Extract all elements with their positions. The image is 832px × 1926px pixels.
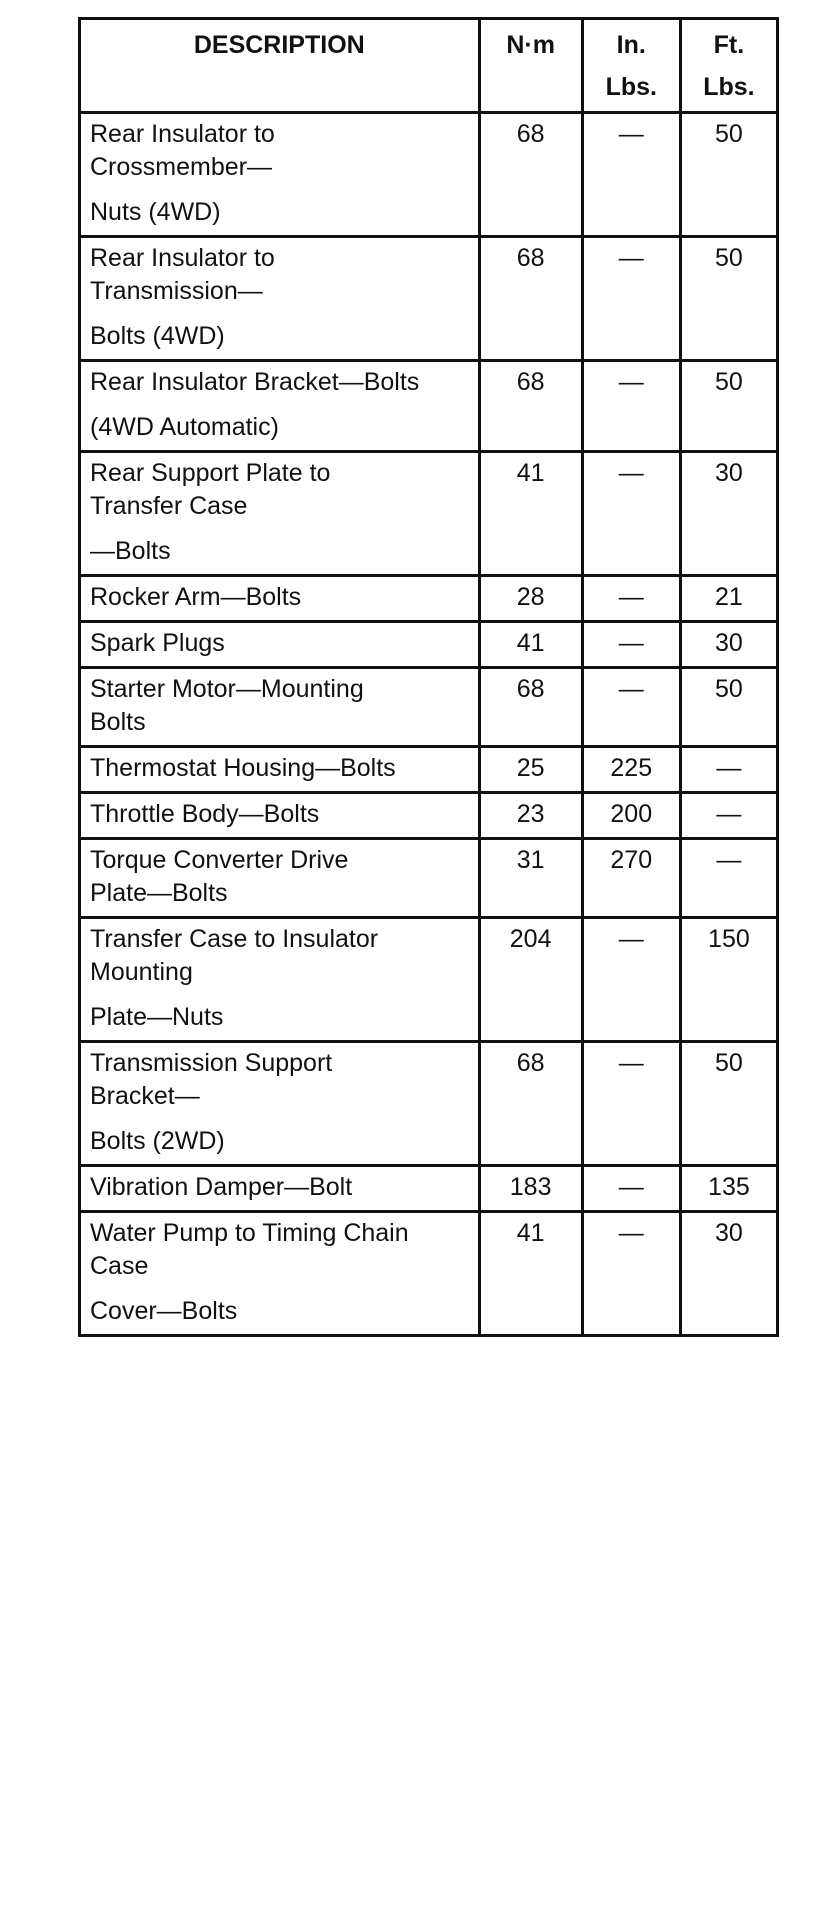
row-in-lbs: — <box>582 1212 680 1336</box>
row-in-lbs: — <box>582 1042 680 1166</box>
row-ft-lbs: 30 <box>680 452 777 576</box>
row-nm: 183 <box>479 1166 582 1212</box>
row-nm: 68 <box>479 668 582 747</box>
table-row <box>80 113 778 237</box>
row-nm: 68 <box>479 1042 582 1166</box>
row-ft-lbs: 50 <box>680 113 777 237</box>
row-in-lbs: — <box>582 113 680 237</box>
table-row <box>80 1212 778 1336</box>
row-description: Torque Converter Drive Plate—Bolts <box>80 839 480 918</box>
row-in-lbs: — <box>582 1166 680 1212</box>
row-in-lbs: — <box>582 576 680 622</box>
row-description: Throttle Body—Bolts <box>80 793 480 839</box>
row-in-lbs: 270 <box>582 839 680 918</box>
row-in-lbs: — <box>582 622 680 668</box>
row-ft-lbs: 150 <box>680 918 777 1042</box>
table-row <box>80 918 778 1042</box>
row-nm: 31 <box>479 839 582 918</box>
row-description: Vibration Damper—Bolt <box>80 1166 480 1212</box>
row-nm: 68 <box>479 237 582 361</box>
row-ft-lbs: — <box>680 793 777 839</box>
row-nm: 41 <box>479 452 582 576</box>
row-ft-lbs: 135 <box>680 1166 777 1212</box>
row-in-lbs: — <box>582 918 680 1042</box>
table-row <box>80 361 778 452</box>
table-row <box>80 668 778 747</box>
row-in-lbs: 200 <box>582 793 680 839</box>
torque-specifications-table <box>78 17 779 1337</box>
table-row <box>80 747 778 793</box>
row-description: Starter Motor—Mounting Bolts <box>80 668 480 747</box>
table-row <box>80 839 778 918</box>
row-in-lbs: — <box>582 361 680 452</box>
row-in-lbs: — <box>582 237 680 361</box>
row-nm: 25 <box>479 747 582 793</box>
row-ft-lbs: — <box>680 747 777 793</box>
table-row <box>80 452 778 576</box>
header-nm: N·m <box>479 19 582 113</box>
row-ft-lbs: 50 <box>680 1042 777 1166</box>
row-description: Rocker Arm—Bolts <box>80 576 480 622</box>
row-nm: 28 <box>479 576 582 622</box>
row-ft-lbs: 50 <box>680 361 777 452</box>
table-row <box>80 1042 778 1166</box>
row-nm: 41 <box>479 622 582 668</box>
header-in-lbs: In. Lbs. <box>582 19 680 113</box>
table-row <box>80 576 778 622</box>
row-nm: 68 <box>479 361 582 452</box>
row-description: Transfer Case to Insulator Mounting Plate—Nuts <box>80 918 480 1042</box>
table-row <box>80 237 778 361</box>
table-body <box>80 113 778 1336</box>
row-description: Rear Support Plate to Transfer Case —Bolts <box>80 452 480 576</box>
header-description: DESCRIPTION <box>80 19 480 113</box>
header-row <box>80 19 778 113</box>
row-in-lbs: 225 <box>582 747 680 793</box>
table-header <box>80 19 778 113</box>
row-nm: 68 <box>479 113 582 237</box>
table-row <box>80 1166 778 1212</box>
row-description: Spark Plugs <box>80 622 480 668</box>
row-description: Transmission Support Bracket— Bolts (2WD) <box>80 1042 480 1166</box>
row-ft-lbs: 30 <box>680 622 777 668</box>
row-in-lbs: — <box>582 452 680 576</box>
table-row <box>80 793 778 839</box>
row-ft-lbs: 50 <box>680 668 777 747</box>
row-nm: 23 <box>479 793 582 839</box>
row-ft-lbs: 21 <box>680 576 777 622</box>
row-description: Rear Insulator Bracket—Bolts (4WD Automatic) <box>80 361 480 452</box>
row-nm: 41 <box>479 1212 582 1336</box>
row-ft-lbs: 50 <box>680 237 777 361</box>
row-ft-lbs: 30 <box>680 1212 777 1336</box>
row-description: Water Pump to Timing Chain Case Cover—Bolts <box>80 1212 480 1336</box>
row-description: Thermostat Housing—Bolts <box>80 747 480 793</box>
header-ft-lbs: Ft. Lbs. <box>680 19 777 113</box>
row-nm: 204 <box>479 918 582 1042</box>
row-in-lbs: — <box>582 668 680 747</box>
row-ft-lbs: — <box>680 839 777 918</box>
row-description: Rear Insulator to Crossmember— Nuts (4WD) <box>80 113 480 237</box>
row-description: Rear Insulator to Transmission— Bolts (4WD) <box>80 237 480 361</box>
table-row <box>80 622 778 668</box>
